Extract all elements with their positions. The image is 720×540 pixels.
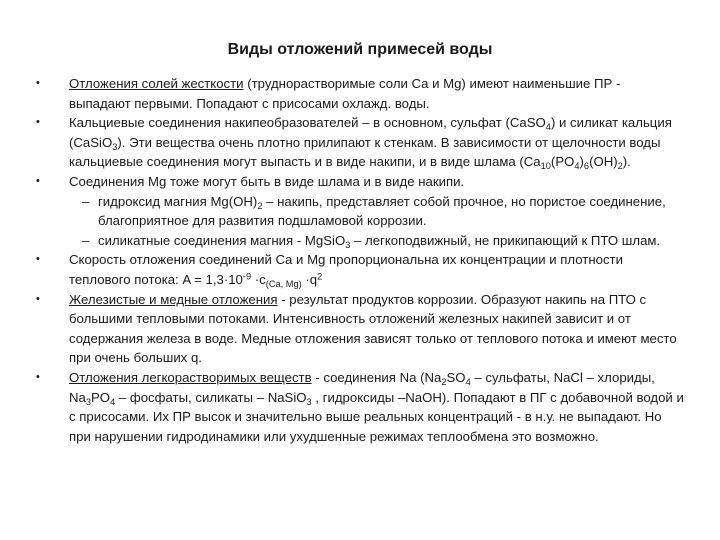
subscript: 2 [617, 161, 623, 172]
item-text: ·c [251, 271, 266, 287]
subscript: 4 [574, 161, 580, 172]
item-text: , гидроксиды –NaOH). Попадают в ПГ с добавочной водой и с присосами. Их ПР высок и значительно выше реальных концентраций - в н.у. не выпадают. Но при нарушении гидродинамики или ухудшенные режимах теплообмена это возможно. [69, 389, 684, 444]
item-text: SO [446, 369, 466, 385]
subscript: 4 [110, 396, 116, 407]
bullet-icon: • [36, 370, 40, 383]
list-item [36, 74, 684, 113]
list-item [36, 172, 684, 192]
subscript: 2 [257, 200, 263, 211]
list-item [36, 368, 684, 446]
list-item [36, 113, 684, 172]
item-text: PO [91, 389, 111, 405]
subscript: (Ca, Mg) [265, 278, 302, 289]
item-text: - соединения Na (Na [311, 369, 442, 385]
item-text: Скорость отложения соединений Ca и Mg пропорциональна их концентрации и плотности теплового потока: A = 1,3·10 [69, 252, 623, 287]
subscript: 3 [85, 396, 91, 407]
bullet-icon: • [36, 253, 40, 266]
item-text: – сульфаты, NaCl – хлориды, Na [69, 369, 655, 405]
subscript: 3 [306, 396, 312, 407]
subscript: 3 [112, 141, 118, 152]
item-text: ) и силикат кальция (CaSiO [69, 115, 672, 150]
item-lead: Отложения солей жесткости [69, 76, 244, 91]
dash-icon: – [82, 193, 90, 209]
item-lead: Железистые и медные отложения [69, 291, 278, 307]
item-text: ·q [301, 271, 318, 287]
list-item [36, 290, 684, 368]
item-text: силикатные соединения магния - MgSiO [98, 232, 346, 248]
item-text: (PO [550, 154, 575, 170]
item-text: – легкоподвижный, не прикипающий к ПТО шлам. [350, 232, 661, 248]
item-text: – фосфаты, силикаты – NaSiO [115, 389, 307, 405]
item-text: – накипь, представляет собой прочное, но пористое соединение, благоприятное для развития подшламовой коррозии. [98, 193, 666, 229]
bullet-icon: • [36, 77, 40, 89]
bullet-list [36, 74, 684, 446]
bullet-icon: • [36, 292, 40, 305]
subscript: 2 [441, 376, 447, 387]
item-text: Соединения Mg тоже могут быть в виде шлама и в виде накипи. [69, 173, 465, 189]
list-item [36, 250, 684, 289]
sub-list-item [36, 231, 684, 251]
item-text: Кальциевые соединения накипеобразователей – в основном, сульфат (CaSO [69, 115, 546, 131]
subscript: 4 [545, 121, 551, 132]
item-text: ). Эти вещества очень плотно прилипают к стенкам. В зависимости от щелочности воды кальциевые соединения могут выпасть и в виде накипи, и в виде шлама (Ca [69, 134, 661, 170]
item-text: (OH) [589, 154, 618, 170]
item-text: - результат продуктов коррозии. Образуют накипь на ПТО с большими тепловыми потоками. Интенсивность отложений железных накипей зависит и от содержания железа в воде. Медные отложения зависят только от теплового потока и имеют место при очень больших q. [69, 291, 677, 366]
bullet-icon: • [36, 116, 40, 129]
slide-title: Виды отложений примесей воды [227, 41, 493, 58]
subscript: 3 [345, 239, 351, 250]
dash-icon: – [82, 232, 90, 248]
item-lead: Отложения легкорастворимых веществ [69, 369, 312, 385]
item-text: гидроксид магния Mg(OH) [98, 193, 258, 209]
subscript: 10 [540, 161, 551, 172]
subscript: 6 [583, 161, 590, 172]
bullet-icon: • [36, 174, 40, 187]
sub-list-item [36, 192, 684, 231]
item-text: ). [622, 154, 631, 170]
subscript: 4 [465, 376, 471, 387]
superscript: -9 [242, 271, 252, 282]
item-text: (труднорастворимые соли Ca и Mg) имеют наименьшие ПР - выпадают первыми. Попадают с присосами охлажд. воды. [69, 76, 621, 111]
item-text: ) [579, 154, 584, 170]
superscript: 2 [317, 271, 323, 282]
